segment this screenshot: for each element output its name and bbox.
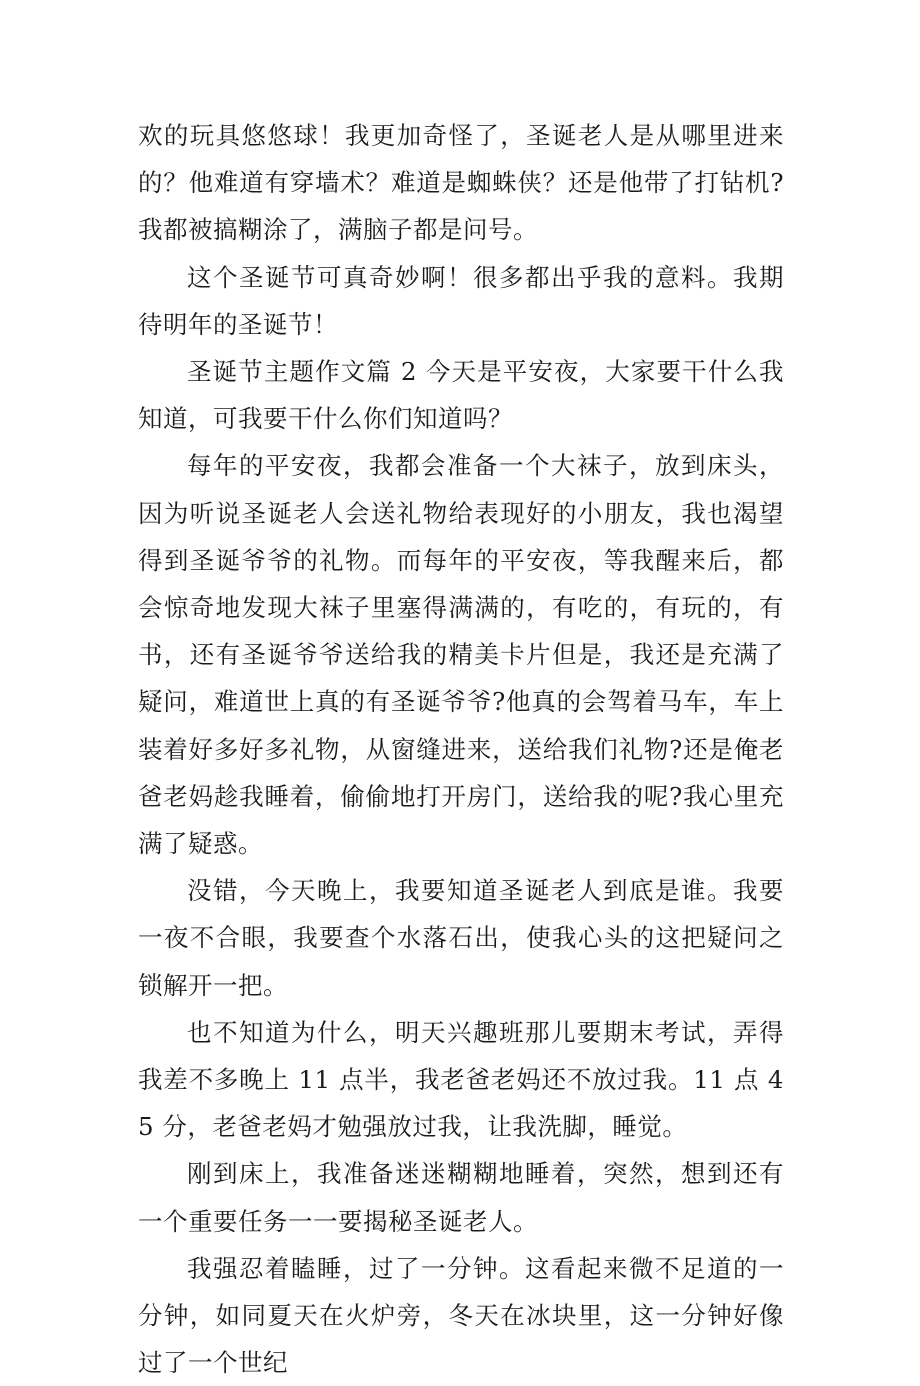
paragraph: 这个圣诞节可真奇妙啊！很多都出乎我的意料。我期待明年的圣诞节！ [138, 262, 784, 339]
paragraph: 每年的平安夜，我都会准备一个大袜子，放到床头，因为听说圣诞老人会送礼物给表现好的小朋友，我也渴望得到圣诞爷爷的礼物。而每年的平安夜，等我醒来后，都会惊奇地发现大袜子里塞得满满的，有吃的，有玩的，有书，还有圣诞爷爷送给我的精美卡片但是，我还是充满了疑问，难道世上真的有圣诞爷爷?他真的会驾着马车，车上装着好多好多礼物，从窗缝进来，送给我们礼物?还是俺老爸老妈趁我睡着，偷偷地打开房门，送给我的呢?我心里充满了疑惑。 [138, 451, 784, 859]
paragraph: 也不知道为什么，明天兴趣班那儿要期末考试，弄得我差不多晚上 11 点半，我老爸老妈还不放过我。11 点 45 分，老爸老妈才勉强放过我，让我洗脚，睡觉。 [138, 1017, 784, 1142]
paragraph: 我强忍着瞌睡，过了一分钟。这看起来微不足道的一分钟，如同夏天在火炉旁，冬天在冰块里，这一分钟好像过了一个世纪 [138, 1253, 784, 1378]
paragraph-continued: 欢的玩具悠悠球！我更加奇怪了，圣诞老人是从哪里进来的？他难道有穿墙术？难道是蜘蛛侠？还是他带了打钻机?我都被搞糊涂了，满脑子都是问号。 [138, 121, 784, 245]
document-body [138, 112, 784, 1386]
paragraph-essay-title: 圣诞节主题作文篇 2 今天是平安夜，大家要干什么我知道，可我要干什么你们知道吗？ [138, 357, 784, 434]
paragraph: 刚到床上，我准备迷迷糊糊地睡着，突然，想到还有一个重要任务一一要揭秘圣诞老人。 [138, 1159, 784, 1236]
paragraph: 没错，今天晚上，我要知道圣诞老人到底是谁。我要一夜不合眼，我要查个水落石出，使我心头的这把疑问之锁解开一把。 [138, 876, 784, 1000]
